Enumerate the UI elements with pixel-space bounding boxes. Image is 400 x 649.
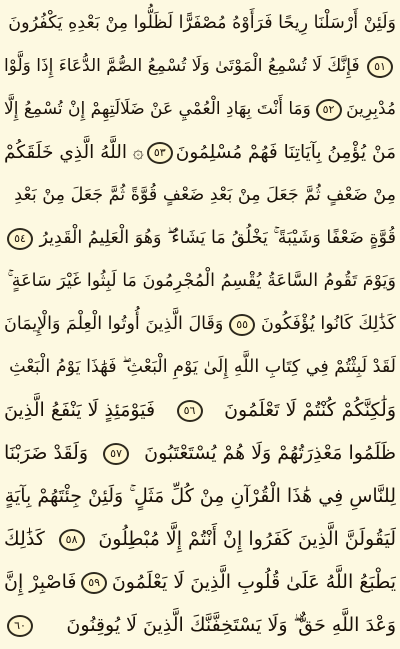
verse-text: ۞ اللَّهُ الَّذِي خَلَقَكُمْ	[4, 142, 144, 163]
text-lines	[4, 2, 396, 647]
verse-text: وَلَٰكِنَّكُمْ كُنْتُمْ لَا تَعْلَمُونَ	[224, 399, 396, 421]
ayah-number-marker: ٦٠	[7, 615, 33, 637]
verse-text: يَطْبَعُ اللَّهُ عَلَىٰ قُلُوبِ الَّذِينَ لَا يَعْلَمُونَ	[111, 571, 396, 593]
text-line	[4, 131, 396, 174]
verse-text: لَقَدْ لَبِثْتُمْ فِي كِتَابِ اللَّهِ إِلَىٰ يَوْمِ الْبَعْثِ ۖ فَهَٰذَا يَوْمُ الْبَعْثِ	[9, 357, 396, 377]
text-line	[4, 389, 396, 432]
text-line	[4, 346, 396, 389]
text-line	[4, 561, 396, 604]
verse-text: قُوَّةٍ ضَعْفًا وَشَيْبَةً ۚ يَخْلُقُ مَا يَشَاءُ ۖ وَهُوَ الْعَلِيمُ الْقَدِيرُ	[39, 228, 396, 248]
verse-text: ظَلَمُوا مَعْذِرَتُهُمْ وَلَا هُمْ يُسْتَعْتَبُونَ	[144, 442, 396, 464]
verse-text: وَقَالَ الَّذِينَ أُوتُوا الْعِلْمَ وَالْإِيمَانَ	[4, 314, 224, 334]
ayah-number-marker: ٥٨	[59, 529, 85, 551]
ayah-number-marker: ٥٤	[7, 228, 33, 250]
verse-text: وَمَا أَنْتَ بِهَادِ الْعُمْيِ عَنْ ضَلَالَتِهِمْ إِنْ تُسْمِعُ إِلَّا	[4, 99, 311, 119]
verse-text: مَنْ يُؤْمِنُ بِآيَاتِنَا فَهُمْ مُسْلِمُونَ	[175, 142, 396, 163]
text-line	[4, 260, 396, 303]
ayah-number-marker: ٥١	[367, 56, 393, 78]
verse-text: مِنْ ضَعْفٍ ثُمَّ جَعَلَ مِنْ بَعْدِ ضَعْفٍ قُوَّةً ثُمَّ جَعَلَ مِنْ بَعْدِ	[14, 185, 396, 205]
text-line	[4, 217, 396, 260]
text-line	[4, 475, 396, 518]
verse-text: كَذَٰلِكَ كَانُوا يُؤْفَكُونَ	[261, 314, 396, 334]
text-line	[4, 88, 396, 131]
ayah-number-marker: ٥٦	[177, 400, 203, 422]
text-line	[4, 432, 396, 475]
verse-text: لِلنَّاسِ فِي هَٰذَا الْقُرْآنِ مِنْ كُلِّ مَثَلٍ ۚ وَلَئِنْ جِئْتَهُمْ بِآيَةٍ	[4, 485, 396, 507]
ayah-number-marker: ٥٢	[316, 99, 342, 121]
text-line	[4, 303, 396, 346]
verse-text: فَإِنَّكَ لَا تُسْمِعُ الْمَوْتَىٰ وَلَا تُسْمِعُ الصُّمَّ الدُّعَاءَ إِذَا وَلَّوْا	[4, 56, 360, 76]
text-line	[4, 45, 396, 88]
verse-text: مُدْبِرِينَ	[346, 99, 396, 119]
ayah-number-marker: ٥٧	[103, 443, 129, 465]
text-line	[4, 518, 396, 561]
text-line	[4, 2, 396, 45]
verse-text: فَيَوْمَئِذٍ لَا يَنْفَعُ الَّذِينَ	[4, 399, 156, 421]
verse-text: وَلَئِنْ أَرْسَلْنَا رِيحًا فَرَأَوْهُ مُصْفَرًّا لَظَلُّوا مِنْ بَعْدِهِ يَكْفُرُونَ	[8, 13, 396, 33]
text-line	[4, 604, 396, 647]
text-line	[4, 174, 396, 217]
ayah-number-marker: ٥٣	[147, 142, 173, 164]
verse-text: فَاصْبِرْ إِنَّ	[4, 571, 77, 593]
ayah-number-marker: ٥٥	[229, 314, 255, 336]
verse-text: وَلَقَدْ ضَرَبْنَا	[4, 442, 89, 464]
verse-text: لَيَقُولَنَّ الَّذِينَ كَفَرُوا إِنْ أَنْتُمْ إِلَّا مُبْطِلُونَ	[98, 528, 396, 550]
ayah-number-marker: ٥٩	[81, 572, 107, 594]
verse-text: كَذَٰلِكَ	[4, 528, 45, 550]
verse-text: وَيَوْمَ تَقُومُ السَّاعَةُ يُقْسِمُ الْمُجْرِمُونَ مَا لَبِثُوا غَيْرَ سَاعَةٍ ۚ	[7, 271, 396, 291]
verse-text: وَعْدَ اللَّهِ حَقٌّ ۖ وَلَا يَسْتَخِفَّنَّكَ الَّذِينَ لَا يُوقِنُونَ	[66, 614, 396, 636]
